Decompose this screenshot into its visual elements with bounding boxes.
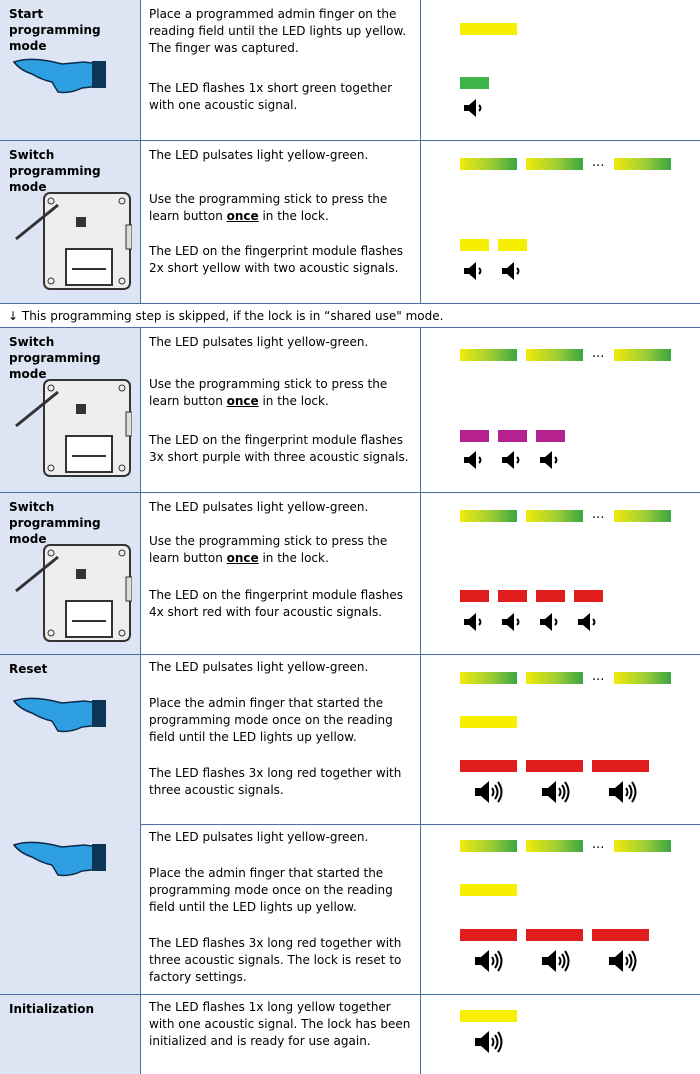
instruction-text: Place the admin finger that started the programming mode once on the reading field until the LED lights up yellow.	[149, 696, 393, 744]
row-title: Switch programming mode	[9, 500, 101, 546]
speaker-long-icon	[607, 949, 639, 973]
speaker-short-icon	[462, 612, 486, 632]
speaker-short-icon	[538, 450, 562, 470]
led-yellow-green	[460, 510, 517, 522]
led-yellow-green	[460, 672, 517, 684]
led-red-short	[498, 590, 527, 602]
led-yellow-green	[614, 840, 671, 852]
speaker-short-icon	[462, 450, 486, 470]
label-cell	[0, 0, 141, 140]
result-text: The LED on the fingerprint module flashes 3x short purple with three acoustic signals.	[149, 433, 409, 464]
speaker-short-icon	[500, 261, 524, 281]
instruction-text: Use the programming stick to press the learn button once in the lock.	[149, 377, 388, 408]
led-yellow-short	[460, 239, 489, 251]
text-cell	[141, 0, 421, 140]
led-yellow-green	[460, 158, 517, 170]
led-purple-short	[498, 430, 527, 442]
row-title: Initialization	[9, 1002, 95, 1016]
ellipsis: ...	[592, 669, 605, 684]
led-yellow-green	[460, 840, 517, 852]
row-title: Switch programming mode	[9, 148, 101, 194]
led-yellow-green	[614, 158, 671, 170]
row-initialization	[0, 994, 700, 1074]
label-cell	[0, 995, 141, 1074]
label-cell	[0, 141, 141, 304]
led-purple-short	[536, 430, 565, 442]
instruction-text: The LED pulsates light yellow-green.	[149, 500, 369, 514]
pointing-hand-icon	[12, 52, 112, 100]
speaker-long-icon	[473, 1030, 505, 1054]
led-yellow-green	[526, 510, 583, 522]
label-cell	[0, 493, 141, 655]
speaker-short-icon	[538, 612, 562, 632]
led-yellow	[460, 884, 517, 896]
instruction-text: The LED pulsates light yellow-green.	[149, 660, 369, 674]
label-cell	[0, 328, 141, 493]
instruction-text: The LED pulsates light yellow-green.	[149, 830, 369, 844]
speaker-short-icon	[462, 261, 486, 281]
led-yellow-green	[614, 510, 671, 522]
text-cell	[141, 995, 421, 1074]
led-red-long	[592, 929, 649, 941]
led-red-long	[526, 929, 583, 941]
row-reset-confirm	[0, 824, 700, 994]
row-title: Start programming mode	[9, 7, 101, 53]
led-yellow-green	[460, 349, 517, 361]
result-text: The LED flashes 1x short green together with one acoustic signal.	[149, 81, 393, 112]
led-red-long	[526, 760, 583, 772]
row-title: Reset	[9, 662, 48, 676]
result-text: The LED on the fingerprint module flashes 2x short yellow with two acoustic signals.	[149, 244, 404, 275]
led-red-short	[536, 590, 565, 602]
text-cell	[141, 328, 421, 493]
led-yellow-green	[526, 349, 583, 361]
skip-note: ↓ This programming step is skipped, if the lock is in “shared use" mode.	[8, 309, 444, 323]
led-green-short	[460, 77, 489, 89]
result-text: The LED flashes 3x long red together with three acoustic signals. The lock is reset to factory settings.	[149, 936, 402, 984]
instruction-text: Use the programming stick to press the learn button once in the lock.	[149, 192, 388, 223]
led-yellow-green	[526, 672, 583, 684]
lock-device-icon	[14, 376, 132, 480]
led-red-long	[592, 760, 649, 772]
lock-device-icon	[14, 189, 132, 293]
instruction-text: Place the admin finger that started the programming mode once on the reading field until the LED lights up yellow.	[149, 866, 393, 914]
led-yellow-long	[460, 1010, 517, 1022]
row-switch-programming-2	[0, 327, 700, 493]
led-yellow	[460, 23, 517, 35]
speaker-short-icon	[500, 450, 524, 470]
ellipsis: ...	[592, 346, 605, 361]
ellipsis: ...	[592, 155, 605, 170]
led-red-long	[460, 929, 517, 941]
led-purple-short	[460, 430, 489, 442]
result-text: The LED flashes 3x long red together with three acoustic signals.	[149, 766, 402, 797]
lock-device-icon	[14, 541, 132, 645]
speaker-short-icon	[462, 98, 486, 118]
row-title: Switch programming mode	[9, 335, 101, 381]
led-red-short	[460, 590, 489, 602]
speaker-short-icon	[500, 612, 524, 632]
row-switch-programming-1	[0, 140, 700, 304]
result-text: The LED flashes 1x long yellow together with one acoustic signal. The lock has been initialized and is ready for use again.	[149, 1000, 411, 1048]
led-yellow-green	[614, 349, 671, 361]
led-yellow	[460, 716, 517, 728]
speaker-short-icon	[576, 612, 600, 632]
pointing-hand-icon	[12, 691, 112, 739]
text-cell	[141, 824, 421, 994]
speaker-long-icon	[540, 780, 572, 804]
led-yellow-short	[498, 239, 527, 251]
row-switch-programming-3	[0, 492, 700, 655]
speaker-long-icon	[473, 780, 505, 804]
speaker-long-icon	[607, 780, 639, 804]
instruction-text: Use the programming stick to press the learn button once in the lock.	[149, 534, 388, 565]
result-text: The LED on the fingerprint module flashes 4x short red with four acoustic signals.	[149, 588, 404, 619]
divider	[421, 824, 700, 825]
led-red-long	[460, 760, 517, 772]
text-cell	[141, 141, 421, 304]
led-red-short	[574, 590, 603, 602]
speaker-long-icon	[540, 949, 572, 973]
row-reset	[0, 654, 700, 825]
led-yellow-green	[526, 158, 583, 170]
instruction-text: The LED pulsates light yellow-green.	[149, 335, 369, 349]
led-yellow-green	[614, 672, 671, 684]
speaker-long-icon	[473, 949, 505, 973]
ellipsis: ...	[592, 837, 605, 852]
text-cell	[141, 493, 421, 655]
row-start-programming	[0, 0, 700, 140]
led-yellow-green	[526, 840, 583, 852]
skip-note-row	[0, 303, 700, 328]
instruction-text: Place a programmed admin finger on the reading field until the LED lights up yellow. The finger was captured.	[149, 7, 407, 55]
ellipsis: ...	[592, 507, 605, 522]
text-cell	[141, 655, 421, 825]
instruction-text: The LED pulsates light yellow-green.	[149, 148, 369, 162]
